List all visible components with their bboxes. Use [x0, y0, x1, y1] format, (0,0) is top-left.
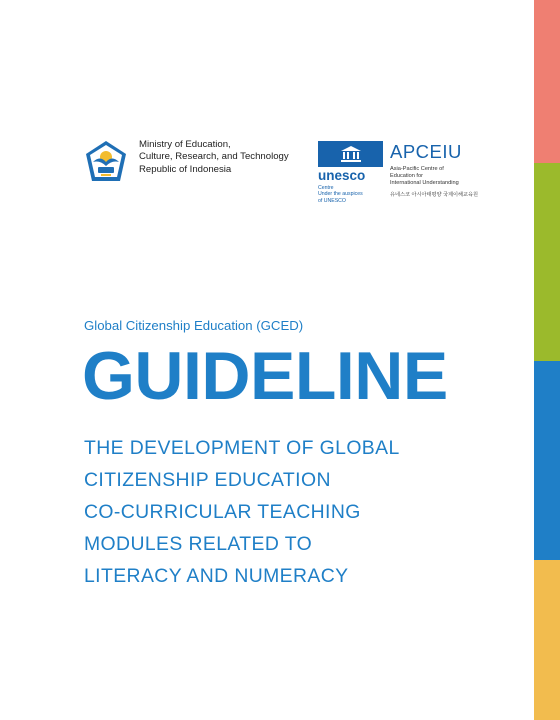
ministry-line: Republic of Indonesia	[139, 163, 232, 175]
subtitle-line: MODULES RELATED TO	[84, 533, 313, 555]
apceiu-caption-line: Education for	[390, 172, 423, 179]
apceiu-caption	[390, 166, 478, 186]
subtitle-line: CO-CURRICULAR TEACHING	[84, 501, 361, 523]
decor-stripe-coral	[534, 0, 560, 163]
unesco-caption-line: Centre	[318, 185, 334, 191]
ministry-name	[139, 139, 289, 176]
ministry-line: Culture, Research, and Technology	[139, 151, 289, 163]
ministry-logo-block	[84, 139, 289, 184]
apceiu-wordmark: APCEIU	[390, 141, 462, 162]
unesco-logo-block	[318, 141, 383, 204]
subtitle-line: CITIZENSHIP EDUCATION	[84, 469, 331, 491]
cover-heading: GUIDELINE	[82, 338, 448, 414]
unesco-caption-line: Under the auspices	[318, 191, 363, 198]
apceiu-logo-block	[390, 141, 478, 198]
apceiu-caption-line: International Understanding	[390, 179, 459, 186]
unesco-caption	[318, 185, 383, 204]
program-label: Global Citizenship Education (GCED)	[84, 318, 304, 333]
subtitle-line: THE DEVELOPMENT OF GLOBAL	[84, 437, 400, 459]
ministry-line: Ministry of Education,	[139, 139, 231, 150]
subtitle-line: LITERACY AND NUMERACY	[84, 565, 349, 587]
cover-subtitle	[84, 432, 400, 592]
apceiu-korean-name: 유네스코 아시아태평양 국제이해교육원	[390, 192, 479, 199]
apceiu-caption-line: Asia-Pacific Centre of	[390, 166, 444, 172]
unesco-wordmark: unesco	[318, 168, 366, 183]
decor-stripe-yellow	[534, 560, 560, 720]
tut-wuri-handayani-emblem-icon	[84, 140, 128, 184]
decor-stripe-green	[534, 163, 560, 361]
unesco-caption-line: of UNESCO	[318, 197, 346, 204]
unesco-temple-icon	[318, 141, 383, 167]
decor-stripe-blue	[534, 361, 560, 560]
